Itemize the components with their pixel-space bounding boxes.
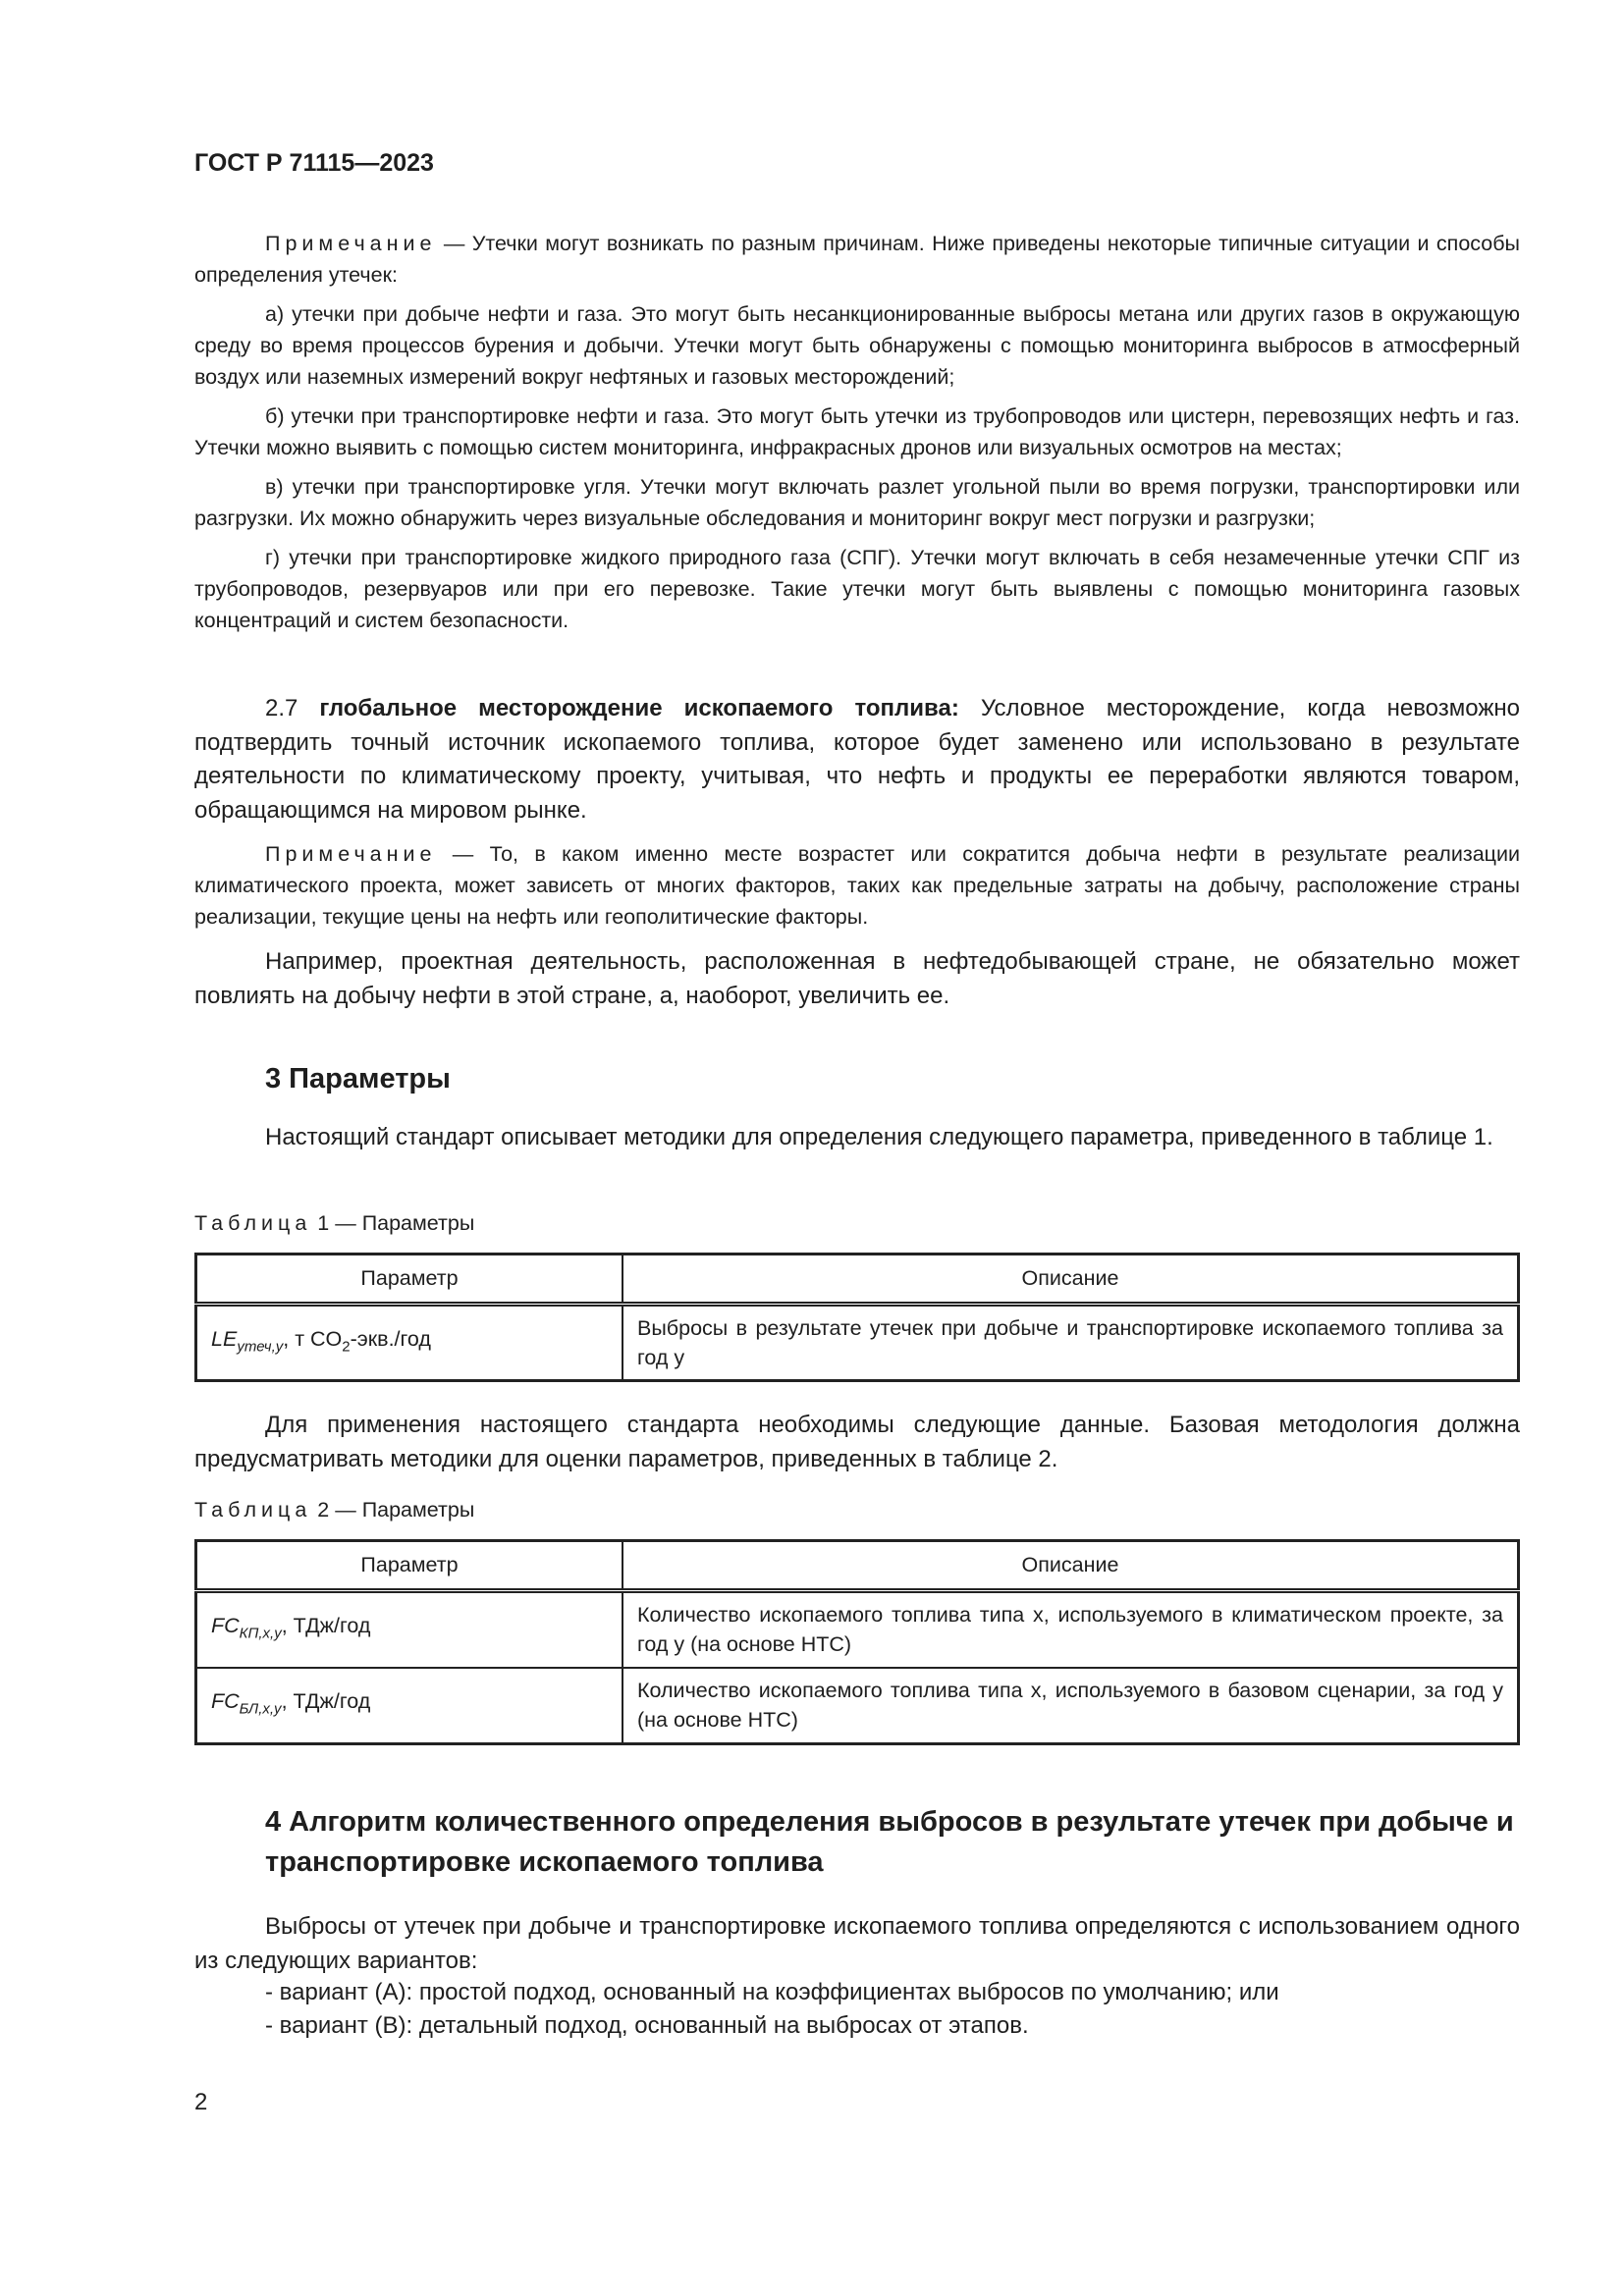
note-item: а) утечки при добыче нефти и газа. Это могут быть несанкционированные выбросы метана или других газов в окружающую среду во время процессов бурения и добычи. Утечки могут быть обнаружены с помощью мониторинга выбросов в атмосферный воздух или наземных измерений вокруг нефтяных и газовых месторождений; xyxy=(194,302,1520,389)
definition-number: 2.7 xyxy=(265,695,320,721)
table-row xyxy=(196,1305,1519,1381)
section-4-intro xyxy=(194,1910,1520,1978)
list-item: - вариант (В): детальный подход, основанный на выбросах от этапов. xyxy=(265,2012,1029,2039)
options-list xyxy=(194,1976,1591,2043)
note-item: в) утечки при транспортировке угля. Утечки могут включать разлет угольной пыли во время погрузки, транспортировки или разгрузки. Их можно обнаружить через визуальные обследования и мониторинг вокруг мест погрузки и разгрузки; xyxy=(194,475,1520,530)
intro-text: Выбросы от утечек при добыче и транспортировке ископаемого топлива определяются с использованием одного из следующих вариантов: xyxy=(194,1913,1520,1974)
column-header: Параметр xyxy=(196,1255,623,1305)
definition-term: глобальное месторождение ископаемого топлива: xyxy=(319,695,959,721)
table-1-caption xyxy=(194,1211,1520,1236)
intro-text: Для применения настоящего стандарта необходимы следующие данные. Базовая методология должна предусматривать методики для оценки параметров, приведенных в таблице 2. xyxy=(194,1412,1520,1472)
column-header: Описание xyxy=(623,1541,1519,1591)
list-item: - вариант (А): простой подход, основанный на коэффициентах выбросов по умолчанию; или xyxy=(265,1979,1279,2005)
note-label: Примечание xyxy=(265,842,437,866)
caption-label: Таблица xyxy=(194,1498,312,1522)
section-4-heading xyxy=(194,1802,1520,1883)
parameter-cell: $LE_{утеч,y}$, т $CO_2-экв$./год xyxy=(196,1305,623,1381)
section-title: 4 Алгоритм количественного определения выбросов в результате утечек при добыче и транспортировке ископаемого топлива xyxy=(265,1806,1514,1878)
definition-text: Условное месторождение, когда невозможно подтвердить точный источник ископаемого топлива, которое будет заменено или использовано в результате деятельности по климатическому проекту, учитывая, что нефть и продукты ее переработки являются товаром, обращающимся на мировом рынке. xyxy=(194,695,1520,824)
example-paragraph xyxy=(194,945,1520,1013)
description-cell: Количество ископаемого топлива типа x, используемого в базовом сценарии, за год y (на основе НТС) xyxy=(623,1668,1519,1744)
table-1 xyxy=(194,1253,1520,1382)
table-row xyxy=(196,1591,1519,1668)
note-oil-production xyxy=(194,838,1520,933)
note-leak-causes xyxy=(194,228,1520,636)
column-header: Параметр xyxy=(196,1541,623,1591)
description-cell: Количество ископаемого топлива типа x, используемого в климатическом проекте, за год y (на основе НТС) xyxy=(623,1591,1519,1668)
note-intro: — Утечки могут возникать по разным причинам. Ниже приведены некоторые типичные ситуации и способы определения утечек: xyxy=(194,232,1520,287)
note-label: Примечание xyxy=(265,232,437,255)
section-title: 3 Параметры xyxy=(265,1063,451,1095)
column-header: Описание xyxy=(623,1255,1519,1305)
note-item: г) утечки при транспортировке жидкого природного газа (СПГ). Утечки могут включать в себя незамеченные утечки СПГ из трубопроводов, резервуаров или при его перевозке. Такие утечки могут быть выявлены с помощью мониторинга газовых концентраций и систем безопасности. xyxy=(194,546,1520,632)
caption-text: 1 — Параметры xyxy=(311,1211,475,1235)
example-text: Например, проектная деятельность, расположенная в нефтедобывающей стране, не обязательно может повлиять на добычу нефти в этой стране, а, наоборот, увеличить ее. xyxy=(194,948,1520,1009)
caption-label: Таблица xyxy=(194,1211,312,1235)
table-2 xyxy=(194,1539,1520,1745)
description-cell: Выбросы в результате утечек при добыче и транспортировке ископаемого топлива за год y xyxy=(623,1305,1519,1381)
parameter-cell: $FC_{КП,x,y}$, ТДж/год xyxy=(196,1591,623,1668)
section-3-intro-2 xyxy=(194,1409,1520,1476)
caption-text: 2 — Параметры xyxy=(311,1498,475,1522)
table-row xyxy=(196,1668,1519,1744)
section-3-heading xyxy=(194,1059,1520,1099)
definition-2-7 xyxy=(194,692,1520,828)
table-2-caption xyxy=(194,1498,1520,1522)
page-number: 2 xyxy=(194,2089,208,2115)
intro-text: Настоящий стандарт описывает методики для определения следующего параметра, приведенного в таблице 1. xyxy=(265,1124,1493,1150)
section-3-intro xyxy=(194,1121,1520,1155)
document-header: ГОСТ Р 71115—2023 xyxy=(194,149,434,177)
parameter-cell: $FC_{БЛ,x,y}$, ТДж/год xyxy=(196,1668,623,1744)
note-text: — То, в каком именно месте возрастет или сократится добыча нефти в результате реализации климатического проекта, может зависеть от многих факторов, таких как предельные затраты на добычу, расположение страны реализации, текущие цены на нефть или геополитические факторы. xyxy=(194,842,1520,929)
note-item: б) утечки при транспортировке нефти и газа. Это могут быть утечки из трубопроводов или цистерн, перевозящих нефть и газ. Утечки можно выявить с помощью систем мониторинга, инфракрасных дронов или визуальных осмотров на местах; xyxy=(194,404,1520,459)
